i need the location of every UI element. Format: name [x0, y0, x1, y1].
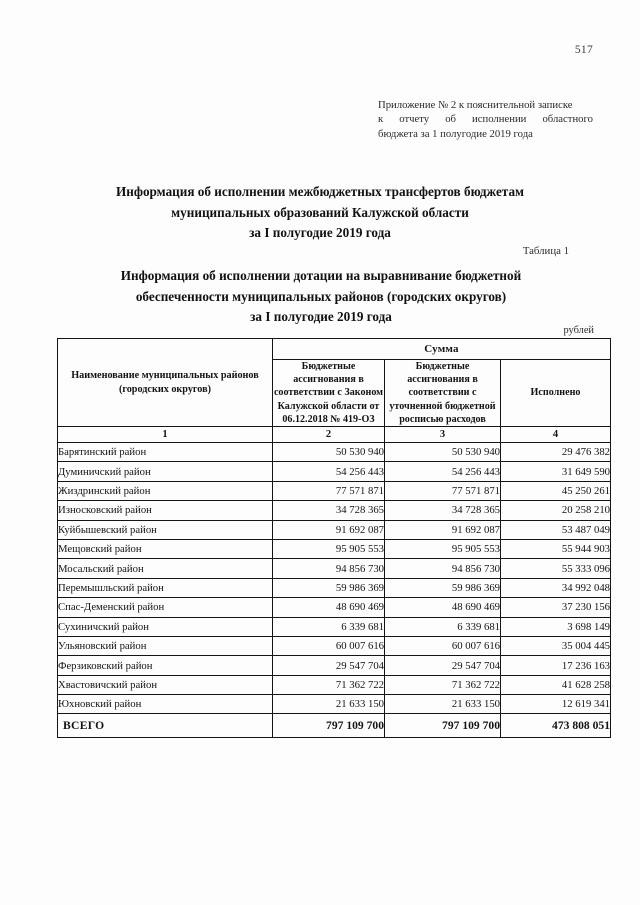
column-group-header-sum: Сумма [273, 339, 611, 360]
subtitle-line-3: за I полугодие 2019 года [250, 309, 392, 324]
appendix-line-1: Приложение № 2 к пояснительной записке [378, 99, 573, 111]
row-revised-appropriations: 50 530 940 [385, 443, 501, 462]
units-label: рублей [563, 325, 594, 336]
row-executed: 41 628 258 [501, 675, 611, 694]
total-revised-appropriations: 797 109 700 [385, 714, 501, 738]
total-executed: 473 808 051 [501, 714, 611, 738]
table-row [58, 598, 611, 617]
row-law-appropriations: 71 362 722 [273, 675, 385, 694]
column-number-row [58, 427, 611, 443]
row-revised-appropriations: 48 690 469 [385, 598, 501, 617]
table-row [58, 636, 611, 655]
column-header-name: Наименование муниципальных районов (городских округов) [58, 339, 273, 427]
row-district-name: Хвастовичский район [58, 675, 273, 694]
table-total-row [58, 714, 611, 738]
table-row [58, 481, 611, 500]
row-district-name: Думиничский район [58, 462, 273, 481]
row-revised-appropriations: 21 633 150 [385, 695, 501, 714]
column-number-1: 1 [58, 427, 273, 443]
row-revised-appropriations: 95 905 553 [385, 539, 501, 558]
row-law-appropriations: 48 690 469 [273, 598, 385, 617]
row-executed: 12 619 341 [501, 695, 611, 714]
row-law-appropriations: 50 530 940 [273, 443, 385, 462]
row-law-appropriations: 59 986 369 [273, 578, 385, 597]
table-row [58, 539, 611, 558]
row-district-name: Ульяновский район [58, 636, 273, 655]
row-law-appropriations: 91 692 087 [273, 520, 385, 539]
row-district-name: Ферзиковский район [58, 656, 273, 675]
table-row [58, 675, 611, 694]
row-district-name: Спас-Деменский район [58, 598, 273, 617]
main-title-line-2: муниципальных образований Калужской области [171, 204, 469, 220]
appendix-reference [378, 98, 593, 141]
row-district-name: Сухиничский район [58, 617, 273, 636]
table-row [58, 501, 611, 520]
row-executed: 31 649 590 [501, 462, 611, 481]
row-law-appropriations: 60 007 616 [273, 636, 385, 655]
table-row [58, 578, 611, 597]
row-revised-appropriations: 77 571 871 [385, 481, 501, 500]
main-title-line-3: за I полугодие 2019 года [249, 225, 391, 240]
row-revised-appropriations: 94 856 730 [385, 559, 501, 578]
table-group-header-row [58, 339, 611, 360]
row-law-appropriations: 95 905 553 [273, 539, 385, 558]
row-executed: 37 230 156 [501, 598, 611, 617]
table-row [58, 559, 611, 578]
subtitle-line-2: обеспеченности муниципальных районов (городских округов) [135, 288, 507, 304]
row-law-appropriations: 21 633 150 [273, 695, 385, 714]
row-law-appropriations: 34 728 365 [273, 501, 385, 520]
document-main-title [60, 182, 580, 244]
table-head [58, 339, 611, 443]
table-row [58, 462, 611, 481]
row-district-name: Износковский район [58, 501, 273, 520]
row-revised-appropriations: 6 339 681 [385, 617, 501, 636]
row-district-name: Куйбышевский район [58, 520, 273, 539]
appendix-line-2: к отчету об исполнении областного [378, 113, 593, 126]
row-district-name: Мосальский район [58, 559, 273, 578]
table-row [58, 695, 611, 714]
column-number-3: 3 [385, 427, 501, 443]
column-header-law-appropriations: Бюджетные ассигнования в соответствии с Законом Калужской области от 06.12.2018 № 419-ОЗ [273, 361, 384, 425]
column-header-revised-appropriations: Бюджетные ассигнования в соответствии с уточненной бюджетной росписью расходов [385, 360, 501, 427]
main-title-line-1: Информация об исполнении межбюджетных трансфертов бюджетам [115, 184, 525, 199]
row-district-name: Юхновский район [58, 695, 273, 714]
row-law-appropriations: 54 256 443 [273, 462, 385, 481]
row-revised-appropriations: 91 692 087 [385, 520, 501, 539]
row-law-appropriations: 94 856 730 [273, 559, 385, 578]
total-law-appropriations: 797 109 700 [273, 714, 385, 738]
row-district-name: Жиздринский район [58, 481, 273, 500]
column-number-4: 4 [501, 427, 611, 443]
row-executed: 29 476 382 [501, 443, 611, 462]
row-revised-appropriations: 59 986 369 [385, 578, 501, 597]
row-revised-appropriations: 54 256 443 [385, 462, 501, 481]
row-revised-appropriations: 71 362 722 [385, 675, 501, 694]
subtitle-line-1: Информация об исполнении дотации на выравнивание бюджетной [120, 268, 522, 283]
row-district-name: Барятинский район [58, 443, 273, 462]
row-district-name: Мещовский район [58, 539, 273, 558]
row-law-appropriations: 29 547 704 [273, 656, 385, 675]
row-executed: 17 236 163 [501, 656, 611, 675]
table-body [58, 443, 611, 738]
page-number: 517 [574, 44, 593, 56]
table-row [58, 520, 611, 539]
row-law-appropriations: 77 571 871 [273, 481, 385, 500]
row-executed: 45 250 261 [501, 481, 611, 500]
table-row [58, 617, 611, 636]
budget-transfers-table [57, 338, 611, 738]
row-executed: 20 258 210 [501, 501, 611, 520]
row-executed: 55 333 096 [501, 559, 611, 578]
table-caption: Таблица 1 [522, 245, 569, 257]
row-revised-appropriations: 29 547 704 [385, 656, 501, 675]
row-law-appropriations: 6 339 681 [273, 617, 385, 636]
column-header-executed: Исполнено [501, 360, 611, 427]
table-subtitle [60, 266, 582, 328]
row-district-name: Перемышльский район [58, 578, 273, 597]
total-label: ВСЕГО [58, 714, 273, 738]
row-revised-appropriations: 60 007 616 [385, 636, 501, 655]
row-executed: 3 698 149 [501, 617, 611, 636]
appendix-line-3: бюджета за 1 полугодие 2019 года [378, 127, 533, 140]
table-row [58, 656, 611, 675]
row-revised-appropriations: 34 728 365 [385, 501, 501, 520]
row-executed: 35 004 445 [501, 636, 611, 655]
row-executed: 53 487 049 [501, 520, 611, 539]
row-executed: 34 992 048 [501, 578, 611, 597]
table-row [58, 443, 611, 462]
column-number-2: 2 [273, 427, 385, 443]
row-executed: 55 944 903 [501, 539, 611, 558]
